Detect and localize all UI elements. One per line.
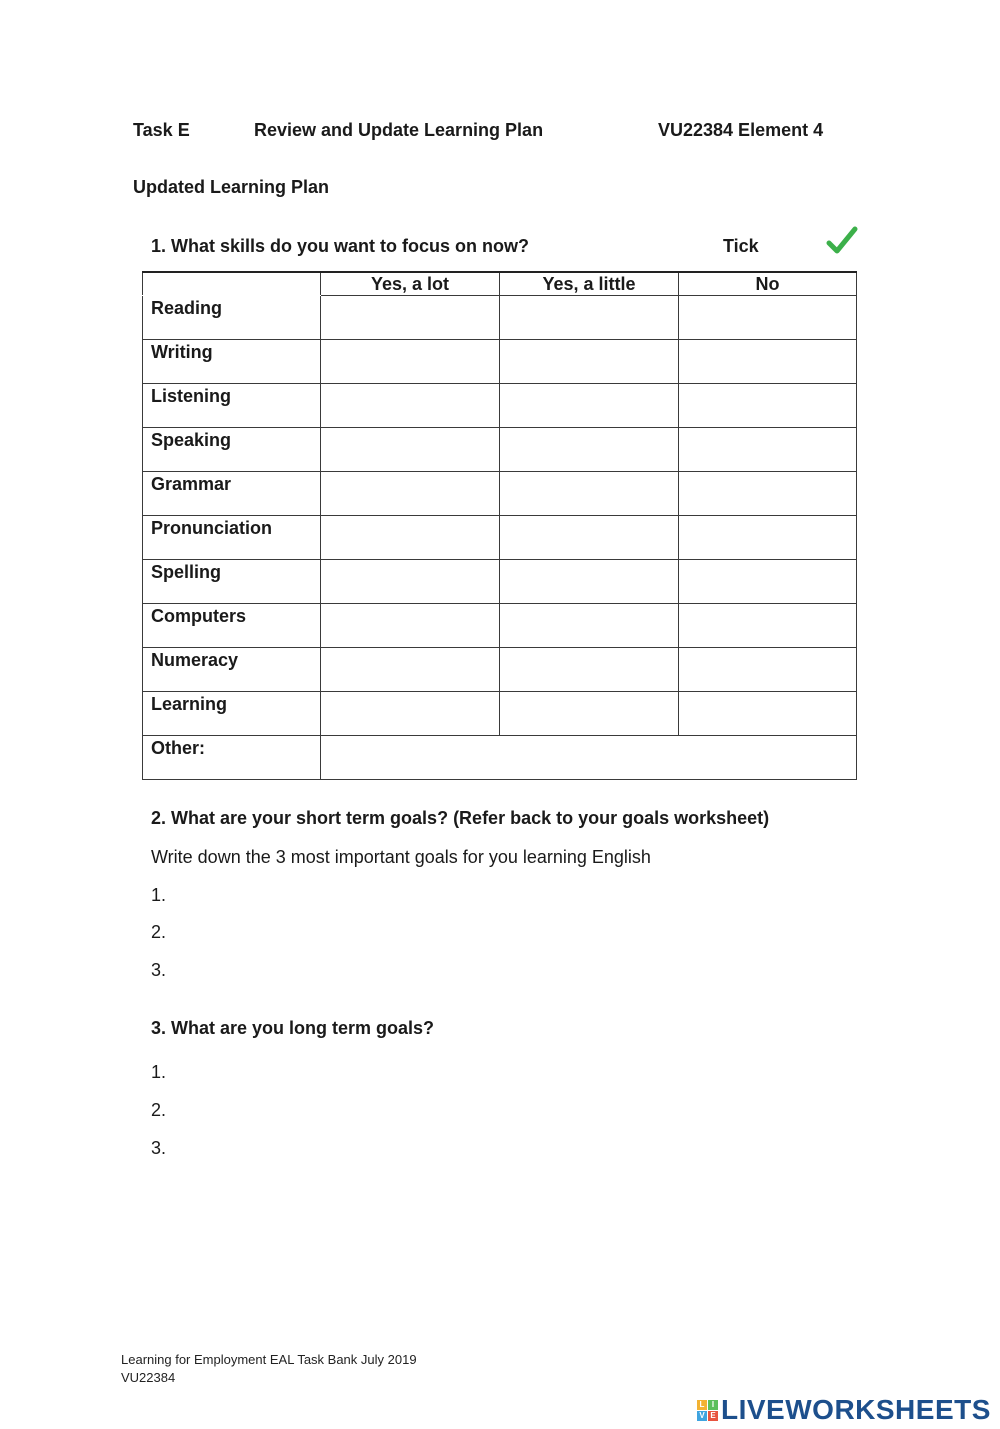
short-term-goal-1-field[interactable]: [175, 880, 855, 910]
tick-cell-speaking-yes-a-lot[interactable]: [321, 428, 500, 472]
tick-cell-spelling-yes-a-little[interactable]: [500, 560, 679, 604]
other-answer-field[interactable]: [321, 736, 857, 780]
short-term-goal-3-number: 3.: [151, 960, 167, 980]
tick-cell-grammar-yes-a-little[interactable]: [500, 472, 679, 516]
long-term-goal-1-number: 1.: [151, 1062, 167, 1082]
table-row: [143, 384, 857, 428]
column-header-yes-a-lot: Yes, a lot: [321, 272, 500, 296]
skill-label-reading: Reading: [143, 296, 321, 340]
tick-cell-learning-no[interactable]: [679, 692, 857, 736]
footer-source: Learning for Employment EAL Task Bank July 2019: [121, 1352, 417, 1367]
question-1: 1. What skills do you want to focus on now?: [151, 236, 530, 256]
table-row: [143, 736, 857, 780]
question-2-instruction: Write down the 3 most important goals for you learning English: [151, 847, 651, 867]
table-row: [143, 516, 857, 560]
skill-label-listening: Listening: [143, 384, 321, 428]
tick-cell-listening-yes-a-lot[interactable]: [321, 384, 500, 428]
tick-cell-numeracy-yes-a-lot[interactable]: [321, 648, 500, 692]
question-3: 3. What are you long term goals?: [151, 1018, 435, 1038]
checkmark-icon: [826, 226, 858, 256]
document-title: Review and Update Learning Plan: [254, 120, 544, 140]
skill-label-spelling: Spelling: [143, 560, 321, 604]
tick-cell-pronunciation-yes-a-little[interactable]: [500, 516, 679, 560]
skill-label-learning: Learning: [143, 692, 321, 736]
table-row: [143, 560, 857, 604]
table-row: [143, 648, 857, 692]
tick-cell-listening-yes-a-little[interactable]: [500, 384, 679, 428]
tick-cell-writing-yes-a-little[interactable]: [500, 340, 679, 384]
liveworksheets-mark-icon: L I V E: [697, 1400, 718, 1421]
tick-cell-numeracy-no[interactable]: [679, 648, 857, 692]
tick-cell-spelling-yes-a-lot[interactable]: [321, 560, 500, 604]
tick-cell-grammar-no[interactable]: [679, 472, 857, 516]
short-term-goal-2-field[interactable]: [175, 917, 855, 947]
short-term-goal-3-field[interactable]: [175, 955, 855, 985]
tick-cell-pronunciation-no[interactable]: [679, 516, 857, 560]
long-term-goal-2-field[interactable]: [175, 1095, 855, 1125]
skill-label-numeracy: Numeracy: [143, 648, 321, 692]
table-row: [143, 296, 857, 340]
skills-table: [142, 271, 857, 780]
table-row: [143, 692, 857, 736]
page-subtitle: Updated Learning Plan: [133, 177, 330, 197]
table-row: [143, 604, 857, 648]
tick-cell-writing-no[interactable]: [679, 340, 857, 384]
column-header-no: No: [679, 272, 857, 296]
short-term-goal-2-number: 2.: [151, 922, 167, 942]
tick-cell-speaking-yes-a-little[interactable]: [500, 428, 679, 472]
footer-code: VU22384: [121, 1370, 176, 1385]
tick-cell-learning-yes-a-little[interactable]: [500, 692, 679, 736]
tick-cell-grammar-yes-a-lot[interactable]: [321, 472, 500, 516]
tick-cell-reading-no[interactable]: [679, 296, 857, 340]
question-2: 2. What are your short term goals? (Refer back to your goals worksheet): [151, 808, 770, 828]
liveworksheets-wordmark: LIVEWORKSHEETS: [721, 1394, 991, 1425]
tick-cell-writing-yes-a-lot[interactable]: [321, 340, 500, 384]
table-header-row: [143, 272, 857, 296]
skill-label-pronunciation: Pronunciation: [143, 516, 321, 560]
skill-label-writing: Writing: [143, 340, 321, 384]
corner-cell: [143, 272, 321, 296]
tick-cell-spelling-no[interactable]: [679, 560, 857, 604]
tick-cell-reading-yes-a-little[interactable]: [500, 296, 679, 340]
long-term-goal-2-number: 2.: [151, 1100, 167, 1120]
tick-label: Tick: [723, 236, 759, 256]
tick-cell-reading-yes-a-lot[interactable]: [321, 296, 500, 340]
table-row: [143, 472, 857, 516]
tick-cell-computers-yes-a-lot[interactable]: [321, 604, 500, 648]
tick-cell-listening-no[interactable]: [679, 384, 857, 428]
column-header-yes-a-little: Yes, a little: [500, 272, 679, 296]
skill-label-speaking: Speaking: [143, 428, 321, 472]
tick-cell-computers-no[interactable]: [679, 604, 857, 648]
tick-cell-numeracy-yes-a-little[interactable]: [500, 648, 679, 692]
skill-label-grammar: Grammar: [143, 472, 321, 516]
tick-cell-computers-yes-a-little[interactable]: [500, 604, 679, 648]
short-term-goal-1-number: 1.: [151, 885, 167, 905]
table-row: [143, 428, 857, 472]
tick-cell-speaking-no[interactable]: [679, 428, 857, 472]
unit-code: VU22384 Element 4: [658, 120, 824, 140]
tick-cell-pronunciation-yes-a-lot[interactable]: [321, 516, 500, 560]
skill-label-computers: Computers: [143, 604, 321, 648]
tick-cell-learning-yes-a-lot[interactable]: [321, 692, 500, 736]
table-row: [143, 340, 857, 384]
liveworksheets-logo: [697, 1393, 991, 1427]
long-term-goal-1-field[interactable]: [175, 1057, 855, 1087]
task-label: Task E: [133, 120, 190, 140]
long-term-goal-3-field[interactable]: [175, 1133, 855, 1163]
skill-label-other: Other:: [143, 736, 321, 780]
long-term-goal-3-number: 3.: [151, 1138, 167, 1158]
